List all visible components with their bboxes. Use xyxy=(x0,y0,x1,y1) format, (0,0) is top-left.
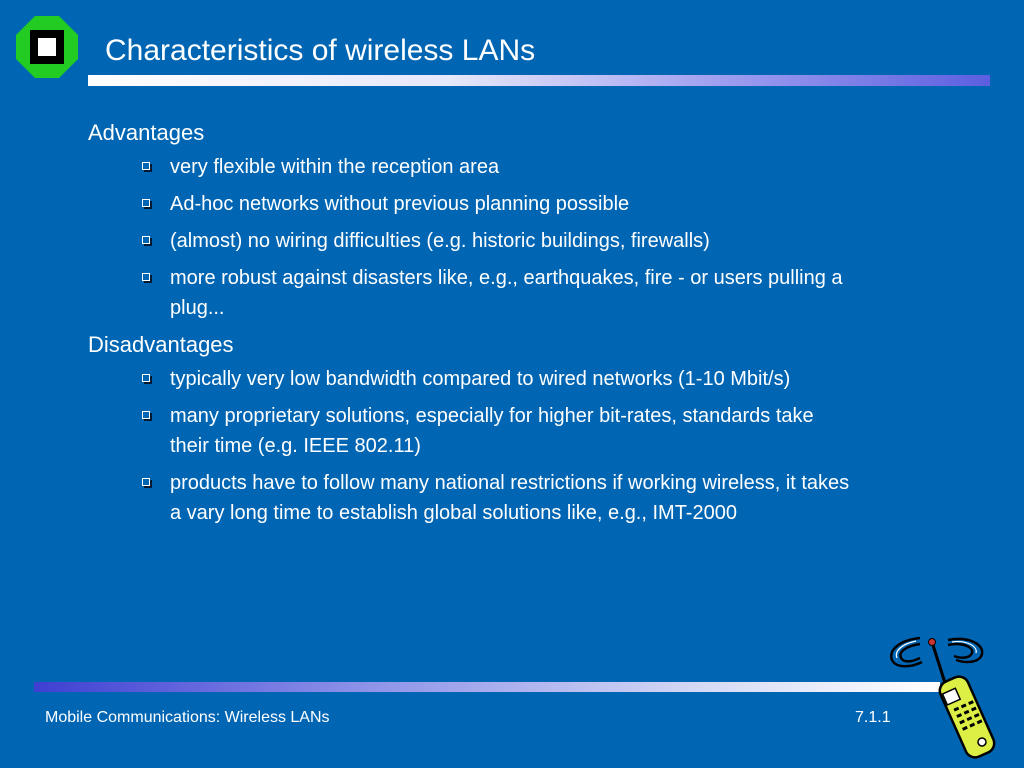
list-item xyxy=(88,189,850,219)
advantages-section xyxy=(88,118,968,323)
title-divider xyxy=(88,75,990,86)
list-item-text: more robust against disasters like, e.g., earthquakes, fire - or users pulling a plug... xyxy=(170,267,843,319)
square-bullet-icon xyxy=(142,236,150,244)
list-item-text: (almost) no wiring difficulties (e.g. historic buildings, firewalls) xyxy=(170,230,710,252)
slide-title: Characteristics of wireless LANs xyxy=(105,34,536,67)
list-item xyxy=(88,226,850,256)
footer-course-title: Mobile Communications: Wireless LANs xyxy=(45,709,330,726)
slide-number: 7.1.1 xyxy=(855,709,891,726)
square-bullet-icon xyxy=(142,162,150,170)
list-item-text: very flexible within the reception area xyxy=(170,156,500,178)
slide-body xyxy=(88,118,968,535)
square-bullet-icon xyxy=(142,273,150,281)
footer-divider xyxy=(34,682,940,692)
list-item xyxy=(88,263,850,323)
list-item-text: many proprietary solutions, especially for higher bit-rates, standards take their time (e.g. IEEE 802.11) xyxy=(170,405,814,457)
square-bullet-icon xyxy=(142,411,150,419)
list-item xyxy=(88,468,850,528)
disadvantages-list xyxy=(88,364,968,528)
list-item xyxy=(88,401,850,461)
section-heading-disadvantages: Disadvantages xyxy=(88,332,234,357)
square-bullet-icon xyxy=(142,199,150,207)
list-item xyxy=(88,364,850,394)
list-item-text: typically very low bandwidth compared to wired networks (1-10 Mbit/s) xyxy=(170,368,791,390)
list-item xyxy=(88,152,850,182)
disadvantages-section xyxy=(88,330,968,528)
university-logo-icon xyxy=(16,16,78,78)
advantages-list xyxy=(88,152,968,323)
section-heading-advantages: Advantages xyxy=(88,120,205,145)
list-item-text: Ad-hoc networks without previous planning possible xyxy=(170,193,630,215)
square-bullet-icon xyxy=(142,478,150,486)
list-item-text: products have to follow many national restrictions if working wireless, it takes a vary long time to establish global solutions like, e.g., IMT-2000 xyxy=(170,472,850,524)
mobile-phone-signal-icon xyxy=(886,632,998,762)
square-bullet-icon xyxy=(142,374,150,382)
